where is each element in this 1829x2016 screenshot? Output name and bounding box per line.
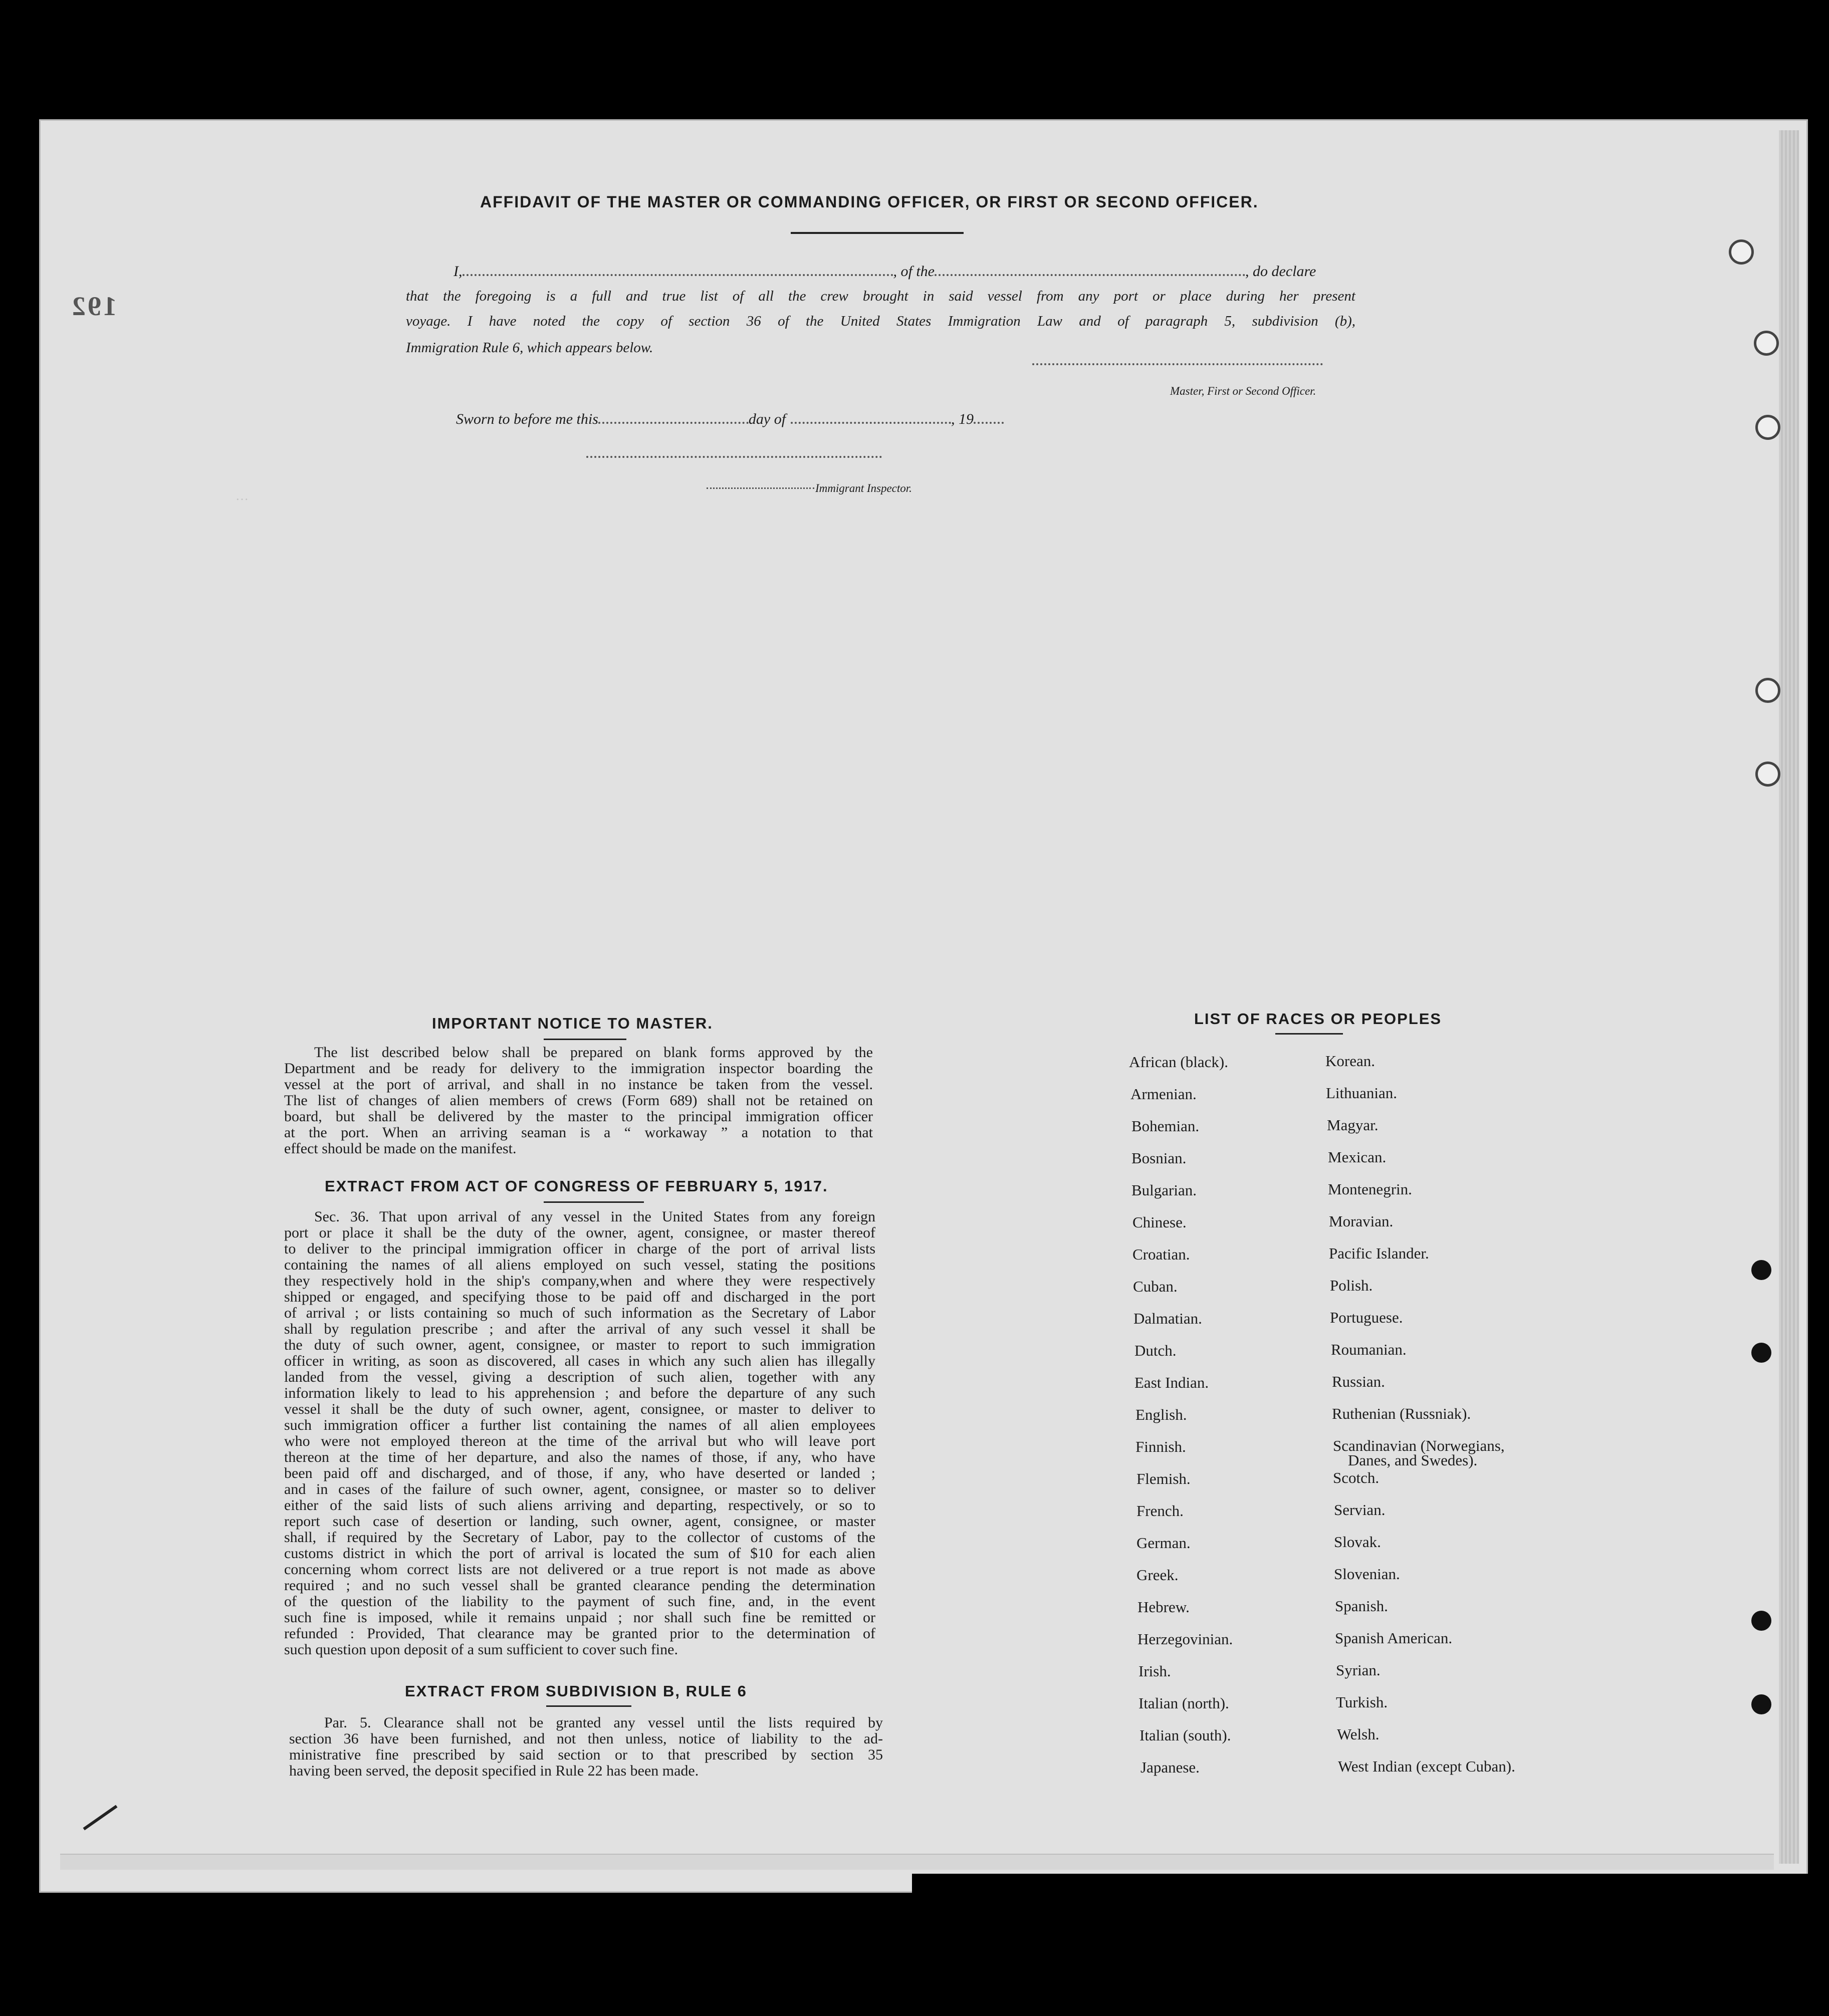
day-of-text: day of — [748, 411, 786, 427]
act-line: containing the names of all aliens employed on such vessel, stating the positions — [284, 1256, 875, 1273]
punch-hole — [1754, 331, 1779, 356]
race-item: German. — [1136, 1534, 1191, 1552]
act-line: information likely to lead to his apprehension ; and before the departure of any such — [284, 1385, 875, 1401]
act-line: such fine is imposed, while it remains unpaid ; nor shall such fine be remitted or — [284, 1609, 875, 1626]
extract-act-title: EXTRACT FROM ACT OF CONGRESS OF FEBRUARY 5, 1917. — [325, 1177, 828, 1195]
sworn-year-blank — [974, 422, 1004, 424]
page-edge — [1779, 130, 1799, 1864]
act-line: officer in writing, as soon as discovered, all cases in which any such alien has illegally — [284, 1353, 875, 1369]
race-item: Servian. — [1334, 1501, 1386, 1519]
of-the-text: , of the — [893, 263, 935, 280]
race-item: Moravian. — [1329, 1212, 1394, 1230]
punch-hole — [1755, 762, 1780, 787]
extract-rule-body — [289, 1715, 883, 1779]
act-line: either of the said lists of such aliens arriving and departing, respectively, or so to — [284, 1497, 875, 1514]
punch-hole — [1755, 415, 1780, 440]
affidavit-line-3: voyage. I have noted the copy of section 36 of the United States Immigration Law and of paragraph 5, subdivision (b), — [406, 313, 1355, 329]
inspector-caption: Immigrant Inspector. — [815, 482, 912, 494]
race-item: Turkish. — [1336, 1693, 1388, 1711]
act-line: Sec. 36. That upon arrival of any vessel in the United States from any foreign — [314, 1208, 875, 1225]
notice-line: The list described below shall be prepared on blank forms approved by the — [314, 1044, 873, 1061]
race-item: French. — [1136, 1502, 1184, 1520]
year-prefix: , 19 — [951, 411, 974, 427]
race-item: Dalmatian. — [1133, 1310, 1202, 1327]
race-item-continued: Danes, and Swedes). — [1348, 1451, 1478, 1469]
signature-line-inspector — [586, 456, 882, 458]
act-line: shall, if required by the Secretary of Labor, pay to the collector of customs of the — [284, 1529, 875, 1546]
act-line: required ; and no such vessel shall be granted clearance pending the determination — [284, 1577, 875, 1594]
title-underline — [791, 232, 964, 234]
race-item: Bulgarian. — [1131, 1181, 1197, 1199]
act-line: report such case of desertion or landing, such owner, agent, consignee, or master — [284, 1513, 875, 1530]
do-declare-text: , do declare — [1245, 263, 1316, 280]
notice-line: The list of changes of alien members of crews (Form 689) shall not be retained on — [284, 1092, 873, 1109]
act-line: such immigration officer a further list containing the names of all alien employees — [284, 1417, 875, 1433]
extract-rule-title: EXTRACT FROM SUBDIVISION B, RULE 6 — [405, 1682, 747, 1700]
rule-line: ministrative fine prescribed by said section or to that prescribed by section 35 — [289, 1746, 883, 1763]
race-item: Greek. — [1136, 1566, 1179, 1584]
act-line: refunded : Provided, That clearance may be granted prior to the determination of — [284, 1625, 875, 1642]
race-item: Roumanian. — [1331, 1341, 1407, 1358]
race-item: English. — [1135, 1406, 1187, 1423]
rule-line: section 36 have been furnished, and not then unless, notice of liability to the ad- — [289, 1730, 883, 1747]
name-blank — [463, 274, 893, 276]
act-line: landed from the vessel, giving a description of such alien, together with any — [284, 1369, 875, 1385]
races-underline — [1275, 1033, 1343, 1035]
race-item: West Indian (except Cuban). — [1338, 1757, 1515, 1775]
act-line: and in cases of the failure of such owner, agent, consignee, or master so to deliver — [284, 1481, 875, 1497]
race-item: Italian (north). — [1138, 1694, 1229, 1712]
race-item: Spanish. — [1335, 1597, 1388, 1615]
race-item: African (black). — [1129, 1053, 1228, 1071]
act-line: who were not employed thereon at the time of the arrival but who will leave port — [284, 1433, 875, 1449]
race-item: Mexican. — [1328, 1148, 1387, 1166]
rule-line: having been served, the deposit specified in Rule 22 has been made. — [289, 1762, 699, 1779]
race-item: Portuguese. — [1330, 1309, 1403, 1326]
bleed-through-text: … — [236, 488, 249, 503]
race-item: Flemish. — [1136, 1470, 1191, 1487]
extract-rule-underline — [546, 1705, 631, 1707]
act-line: they respectively hold in the ship's company,when and where they were respectively — [284, 1273, 875, 1289]
act-line: of the question of the liability to the payment of such fine, and, in the event — [284, 1593, 875, 1610]
punch-hole — [1751, 1343, 1771, 1363]
race-item: Japanese. — [1140, 1758, 1200, 1776]
affidavit-line-4: Immigration Rule 6, which appears below. — [406, 340, 653, 356]
vessel-blank — [935, 274, 1245, 276]
race-item: Lithuanian. — [1326, 1084, 1398, 1102]
sworn-day-blank — [598, 422, 749, 424]
act-line: thereon at the time of her departure, and also the names of those, if any, who have — [284, 1449, 875, 1465]
page-edge-bottom — [60, 1854, 1774, 1870]
act-line: been paid off and discharged, and of those, if any, who have deserted or landed ; — [284, 1465, 875, 1481]
act-line: the duty of such owner, agent, consignee, or master to report to such immigration — [284, 1337, 875, 1353]
race-item: Armenian. — [1130, 1085, 1197, 1103]
race-item: Welsh. — [1337, 1725, 1380, 1743]
punch-hole — [1751, 1694, 1771, 1714]
punch-hole — [1729, 239, 1754, 265]
notice-title: IMPORTANT NOTICE TO MASTER. — [432, 1015, 713, 1032]
race-item: Bohemian. — [1131, 1117, 1200, 1135]
race-item: Polish. — [1330, 1277, 1373, 1294]
race-item: Cuban. — [1133, 1278, 1178, 1295]
race-item: Herzegovinian. — [1137, 1630, 1233, 1648]
sworn-month-blank — [791, 422, 951, 424]
race-item: Scotch. — [1333, 1469, 1380, 1486]
affidavit-title: AFFIDAVIT OF THE MASTER OR COMMANDING OFFICER, OR FIRST OR SECOND OFFICER. — [480, 193, 1259, 211]
race-item: Croatian. — [1132, 1245, 1190, 1263]
act-line: customs district in which the port of arrival is located the sum of $10 for each alien — [284, 1545, 875, 1562]
affidavit-i: I, — [453, 263, 463, 280]
sworn-text: Sworn to before me this — [456, 411, 598, 427]
race-item: Dutch. — [1134, 1342, 1177, 1359]
race-item: Finnish. — [1135, 1438, 1186, 1455]
sworn-line — [456, 411, 1004, 428]
notice-line: effect should be made on the manifest. — [284, 1140, 517, 1157]
punch-hole — [1755, 678, 1780, 703]
race-item: Slovak. — [1334, 1533, 1381, 1551]
race-item: Montenegrin. — [1328, 1180, 1412, 1198]
act-line: shipped or engaged, and specifying those to be paid off and discharged in the port — [284, 1289, 875, 1305]
extract-act-body — [284, 1209, 875, 1658]
race-item: Hebrew. — [1137, 1598, 1190, 1616]
act-line: vessel it shall be the duty of such owner, agent, consignee, or master to deliver to — [284, 1401, 875, 1417]
race-item: Scandinavian (Norwegians, — [1333, 1437, 1505, 1454]
signature-line-master — [1032, 363, 1323, 365]
punch-hole — [1751, 1611, 1771, 1631]
race-item: Syrian. — [1336, 1661, 1381, 1679]
race-item: Spanish American. — [1335, 1629, 1453, 1647]
race-item: Bosnian. — [1131, 1149, 1187, 1167]
race-item: East Indian. — [1134, 1374, 1209, 1391]
act-line: such question upon deposit of a sum sufficient to cover such fine. — [284, 1641, 678, 1658]
notice-line: board, but shall be delivered by the master to the principal immigration officer — [284, 1108, 873, 1125]
act-line: shall by regulation prescribe ; and after the arrival of any such vessel it shall be — [284, 1321, 875, 1337]
master-caption: Master, First or Second Officer. — [1170, 385, 1316, 397]
race-item: Magyar. — [1327, 1116, 1379, 1134]
race-item: Chinese. — [1132, 1213, 1187, 1231]
notice-line: vessel at the port of arrival, and shall in no instance be taken from the vessel. — [284, 1076, 873, 1093]
affidavit-line-1 — [453, 263, 1355, 280]
act-line: to deliver to the principal immigration officer in charge of the port of arrival lists — [284, 1240, 875, 1257]
extract-act-underline — [544, 1201, 644, 1203]
inspector-lead-dots — [707, 487, 814, 489]
notice-line: Department and be ready for delivery to the immigration inspector boarding the — [284, 1060, 873, 1077]
punch-hole — [1751, 1260, 1771, 1280]
races-title: LIST OF RACES OR PEOPLES — [1194, 1010, 1442, 1028]
notice-underline — [544, 1039, 626, 1040]
race-item: Pacific Islander. — [1329, 1244, 1429, 1262]
notice-line: at the port. When an arriving seaman is a “ workaway ” a notation to that — [284, 1124, 873, 1141]
margin-stamp: 192 — [70, 291, 117, 321]
act-line: of arrival ; or lists containing so much of such information as the Secretary of Labor — [284, 1305, 875, 1321]
notice-body — [284, 1045, 873, 1157]
race-item: Italian (south). — [1139, 1726, 1231, 1744]
race-item: Irish. — [1138, 1662, 1171, 1680]
race-item: Slovenian. — [1334, 1565, 1400, 1583]
race-item: Russian. — [1332, 1373, 1385, 1390]
background-gap — [912, 1874, 1814, 1894]
rule-line: Par. 5. Clearance shall not be granted any vessel until the lists required by — [324, 1714, 883, 1731]
act-line: concerning whom correct lists are not delivered or a true report is not made as above — [284, 1561, 875, 1578]
race-item: Ruthenian (Russniak). — [1332, 1405, 1471, 1422]
affidavit-line-2: that the foregoing is a full and true list of all the crew brought in said vessel from any port or place during her present — [406, 288, 1355, 304]
act-line: port or place it shall be the duty of the owner, agent, consignee, or master thereof — [284, 1224, 875, 1241]
race-item: Korean. — [1325, 1052, 1375, 1070]
